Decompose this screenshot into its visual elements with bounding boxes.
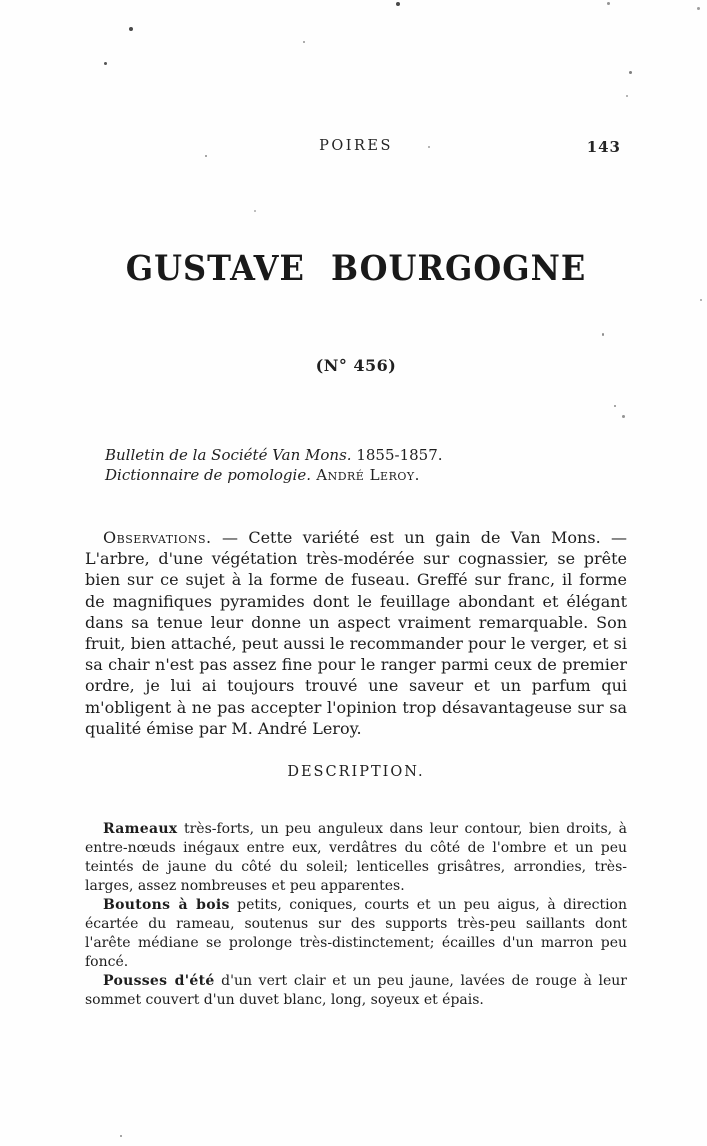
reference-source: Bulletin de la Société Van Mons. — [105, 446, 352, 464]
variety-title: GUSTAVE BOURGOGNE — [125, 247, 587, 289]
scan-speck — [697, 7, 700, 10]
running-head — [85, 138, 627, 158]
scan-speck — [120, 1135, 122, 1137]
reference-item — [105, 466, 627, 486]
page-number: 143 — [586, 138, 621, 156]
observations-body: — Cette variété est un gain de Van Mons. — L'arbre, d'une végétation très-modérée sur cognassier, se prête bien sur ce sujet à la forme de fuseau. Greffé sur franc, il forme de magnifiques pyramides dont le feuillage abondant et élégant dans sa tenue leur donne un aspect vraiment remarquable. Son fruit, bien attaché, peut aussi le recommander pour le verger, et si sa chair n'est pas assez fine pour le ranger parmi ceux de premier ordre, je lui ai toujours trouvé une saveur et un parfum qui m'obligent à ne pas accepter l'opinion trop désavantageuse sur sa qualité émise par M. André Leroy. — [85, 528, 627, 738]
scan-speck — [254, 210, 256, 212]
paragraph-body: d'un vert clair et un peu jaune, lavées de rouge à leur sommet couvert d'un duvet blanc, long, soyeux et épais. — [85, 973, 627, 1008]
description-paragraph-pousses — [85, 972, 627, 1010]
scan-speck — [205, 155, 207, 157]
scan-speck — [396, 2, 400, 6]
scan-speck — [629, 71, 632, 74]
reference-source: Dictionnaire de pomologie. — [105, 465, 311, 484]
scan-speck — [626, 95, 628, 97]
scan-speck — [602, 333, 604, 336]
scan-speck — [622, 415, 625, 418]
reference-item — [105, 446, 627, 466]
running-head-title: POIRES — [319, 138, 393, 154]
description-heading: DESCRIPTION. — [287, 764, 425, 780]
paragraph-lead: Rameaux — [103, 821, 178, 837]
variety-number: (N° 456) — [315, 356, 397, 375]
reference-detail: 1855-1857. — [351, 446, 443, 464]
scan-speck — [104, 62, 107, 65]
scan-speck — [428, 146, 430, 148]
paragraph-lead: Pousses d'été — [103, 973, 215, 989]
paragraph-body: petits, coniques, courts et un peu aigus, à direction écartée du rameau, soutenus sur des supports très-peu saillants dont l'arête médiane se prolonge très-distinctement; écailles d'un marron peu foncé. — [85, 897, 627, 970]
scan-speck — [607, 2, 610, 5]
paragraph-body: très-forts, un peu anguleux dans leur contour, bien droits, à entre-nœuds inégaux entre eux, verdâtres du côté de l'ombre et un peu teintés de jaune du côté du soleil; lenticelles grisâtres, arrondies, très-larges, assez nombreuses et peu apparentes. — [85, 821, 627, 894]
scan-speck — [129, 27, 133, 31]
reference-list — [85, 446, 627, 485]
description-paragraph-boutons — [85, 896, 627, 972]
reference-author: André Leroy. — [310, 465, 420, 484]
description-section — [85, 820, 627, 1010]
scan-speck — [303, 41, 305, 43]
paragraph-lead: Boutons à bois — [103, 897, 230, 913]
observations-lead: Observations. — [103, 528, 212, 547]
scan-speck — [614, 405, 616, 407]
description-paragraph-rameaux — [85, 820, 627, 896]
scan-speck — [700, 299, 702, 301]
observations-paragraph — [85, 527, 627, 739]
